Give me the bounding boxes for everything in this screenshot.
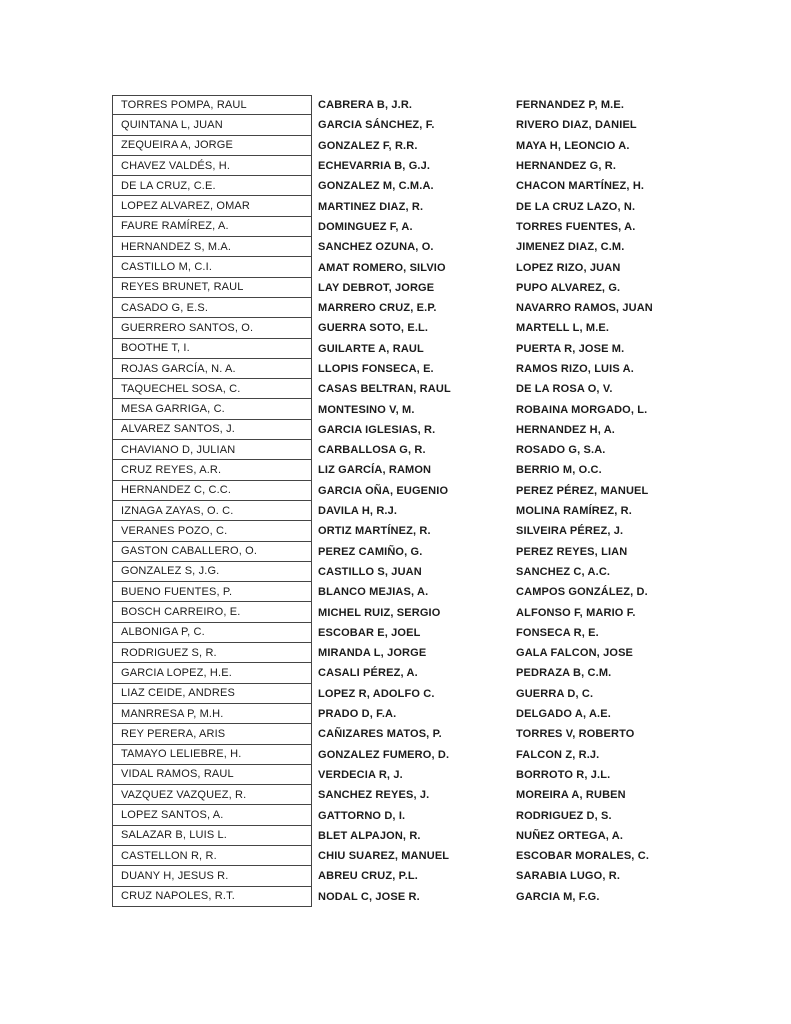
cell-name-right: MAYA H, LEONCIO A. <box>516 139 630 152</box>
cell-name-middle: CARBALLOSA G, R. <box>318 444 426 457</box>
cell-name-right: NAVARRO RAMOS, JUAN <box>516 302 653 315</box>
cell-name-middle: GONZALEZ M, C.M.A. <box>318 180 434 193</box>
cell-name-boxed: GONZALEZ S, J.G. <box>112 562 312 582</box>
name-table <box>112 95 653 907</box>
cell-name-right: DE LA CRUZ LAZO, N. <box>516 200 636 213</box>
cell-name-middle: DOMINGUEZ F, A. <box>318 220 413 233</box>
cell-name-boxed: MANRRESA P, M.H. <box>112 704 312 724</box>
cell-name-right: RIVERO DIAZ, DANIEL <box>516 119 637 132</box>
cell-name-middle: CASALI PÉREZ, A. <box>318 667 418 680</box>
table-row <box>112 521 653 541</box>
cell-name-right: PUERTA R, JOSE M. <box>516 342 625 355</box>
cell-name-boxed: MESA GARRIGA, C. <box>112 399 312 419</box>
cell-name-middle: MICHEL RUIZ, SERGIO <box>318 606 441 619</box>
cell-name-right: CHACON MARTÍNEZ, H. <box>516 180 645 193</box>
cell-name-boxed: ZEQUEIRA A, JORGE <box>112 136 312 156</box>
cell-name-boxed: ROJAS GARCÍA, N. A. <box>112 359 312 379</box>
cell-name-right: GARCIA M, F.G. <box>516 890 600 903</box>
cell-name-middle: ABREU CRUZ, P.L. <box>318 870 418 883</box>
cell-name-right: ROBAINA MORGADO, L. <box>516 403 648 416</box>
table-row <box>112 785 653 805</box>
table-row <box>112 440 653 460</box>
table-row <box>112 805 653 825</box>
cell-name-boxed: BOOTHE T, I. <box>112 339 312 359</box>
table-row <box>112 359 653 379</box>
cell-name-right: MOLINA RAMÍREZ, R. <box>516 505 632 518</box>
cell-name-boxed: SALAZAR B, LUIS L. <box>112 826 312 846</box>
table-row <box>112 826 653 846</box>
cell-name-right: JIMENEZ DIAZ, C.M. <box>516 241 625 254</box>
cell-name-boxed: LIAZ CEIDE, ANDRES <box>112 684 312 704</box>
cell-name-right: SILVEIRA PÉREZ, J. <box>516 525 624 538</box>
cell-name-boxed: CASTELLON R, R. <box>112 846 312 866</box>
cell-name-boxed: IZNAGA ZAYAS, O. C. <box>112 501 312 521</box>
cell-name-boxed: REY PERERA, ARIS <box>112 724 312 744</box>
table-row <box>112 217 653 237</box>
cell-name-middle: GONZALEZ FUMERO, D. <box>318 748 450 761</box>
cell-name-middle: LLOPIS FONSECA, E. <box>318 363 434 375</box>
cell-name-middle: VERDECIA R, J. <box>318 768 403 781</box>
cell-name-middle: ECHEVARRIA B, G.J. <box>318 160 431 173</box>
cell-name-middle: CASTILLO S, JUAN <box>318 565 422 578</box>
cell-name-boxed: CHAVIANO D, JULIAN <box>112 440 312 460</box>
cell-name-right: TORRES V, ROBERTO <box>516 728 635 741</box>
table-row <box>112 602 653 622</box>
cell-name-right: FONSECA R, E. <box>516 626 599 639</box>
cell-name-middle: MONTESINO V, M. <box>318 403 415 416</box>
cell-name-middle: CABRERA B, J.R. <box>318 99 413 112</box>
table-row <box>112 115 653 135</box>
cell-name-middle: ESCOBAR E, JOEL <box>318 626 421 639</box>
cell-name-middle: ORTIZ MARTÍNEZ, R. <box>318 525 431 538</box>
cell-name-boxed: GUERRERO SANTOS, O. <box>112 318 312 338</box>
cell-name-middle: BLANCO MEJIAS, A. <box>318 586 429 599</box>
cell-name-right: PUPO ALVAREZ, G. <box>516 281 621 294</box>
cell-name-boxed: GASTON CABALLERO, O. <box>112 542 312 562</box>
cell-name-boxed: GARCIA LOPEZ, H.E. <box>112 663 312 683</box>
table-row <box>112 582 653 602</box>
cell-name-middle: CHIU SUAREZ, MANUEL <box>318 850 450 863</box>
table-row <box>112 298 653 318</box>
cell-name-middle: MIRANDA L, JORGE <box>318 647 427 660</box>
table-row <box>112 745 653 765</box>
cell-name-right: RAMOS RIZO, LUIS A. <box>516 363 634 375</box>
table-row <box>112 460 653 480</box>
table-row <box>112 684 653 704</box>
cell-name-middle: LOPEZ R, ADOLFO C. <box>318 687 435 700</box>
cell-name-right: PEREZ PÉREZ, MANUEL <box>516 484 649 497</box>
cell-name-middle: GARCIA IGLESIAS, R. <box>318 423 436 436</box>
table-row <box>112 420 653 440</box>
cell-name-middle: LAY DEBROT, JORGE <box>318 281 435 294</box>
cell-name-middle: GARCIA SÁNCHEZ, F. <box>318 119 435 132</box>
cell-name-right: ALFONSO F, MARIO F. <box>516 606 636 619</box>
cell-name-right: PEDRAZA B, C.M. <box>516 667 612 680</box>
cell-name-middle: SANCHEZ REYES, J. <box>318 789 430 802</box>
cell-name-middle: NODAL C, JOSE R. <box>318 890 420 903</box>
cell-name-boxed: DUANY H, JESUS R. <box>112 866 312 886</box>
table-row <box>112 176 653 196</box>
table-row <box>112 481 653 501</box>
table-row <box>112 724 653 744</box>
cell-name-right: SARABIA LUGO, R. <box>516 870 621 883</box>
table-row <box>112 318 653 338</box>
cell-name-right: MOREIRA A, RUBEN <box>516 789 626 802</box>
cell-name-boxed: CASTILLO M, C.I. <box>112 257 312 277</box>
cell-name-middle: SANCHEZ OZUNA, O. <box>318 241 434 254</box>
table-row <box>112 887 653 907</box>
cell-name-middle: PRADO D, F.A. <box>318 708 397 721</box>
cell-name-boxed: TORRES POMPA, RAUL <box>112 95 312 115</box>
cell-name-middle: DAVILA H, R.J. <box>318 505 398 518</box>
cell-name-right: FERNANDEZ P, M.E. <box>516 99 625 112</box>
table-row <box>112 339 653 359</box>
cell-name-boxed: VERANES POZO, C. <box>112 521 312 541</box>
cell-name-boxed: LOPEZ ALVAREZ, OMAR <box>112 196 312 216</box>
cell-name-right: ESCOBAR MORALES, C. <box>516 850 650 863</box>
cell-name-boxed: CHAVEZ VALDÉS, H. <box>112 156 312 176</box>
cell-name-right: BERRIO M, O.C. <box>516 464 602 477</box>
cell-name-right: HERNANDEZ G, R. <box>516 160 617 173</box>
table-row <box>112 866 653 886</box>
cell-name-middle: MARTINEZ DIAZ, R. <box>318 200 424 213</box>
cell-name-boxed: ALBONIGA P, C. <box>112 623 312 643</box>
cell-name-right: SANCHEZ C, A.C. <box>516 565 611 578</box>
cell-name-boxed: ALVAREZ SANTOS, J. <box>112 420 312 440</box>
table-row <box>112 765 653 785</box>
table-row <box>112 95 653 115</box>
cell-name-middle: GATTORNO D, I. <box>318 809 406 822</box>
cell-name-boxed: QUINTANA L, JUAN <box>112 115 312 135</box>
table-row <box>112 562 653 582</box>
cell-name-right: LOPEZ RIZO, JUAN <box>516 261 621 274</box>
cell-name-right: TORRES FUENTES, A. <box>516 220 636 233</box>
table-row <box>112 623 653 643</box>
cell-name-boxed: RODRIGUEZ S, R. <box>112 643 312 663</box>
cell-name-right: NUÑEZ ORTEGA, A. <box>516 829 624 842</box>
table-row <box>112 379 653 399</box>
cell-name-boxed: CASADO G, E.S. <box>112 298 312 318</box>
cell-name-middle: GUILARTE A, RAUL <box>318 342 424 355</box>
table-row <box>112 846 653 866</box>
cell-name-right: DE LA ROSA O, V. <box>516 383 613 396</box>
cell-name-boxed: FAURE RAMÍREZ, A. <box>112 217 312 237</box>
table-row <box>112 257 653 277</box>
cell-name-boxed: VAZQUEZ VAZQUEZ, R. <box>112 785 312 805</box>
table-row <box>112 237 653 257</box>
cell-name-right: FALCON Z, R.J. <box>516 748 600 761</box>
cell-name-boxed: HERNANDEZ C, C.C. <box>112 481 312 501</box>
cell-name-right: CAMPOS GONZÁLEZ, D. <box>516 586 648 599</box>
cell-name-boxed: VIDAL RAMOS, RAUL <box>112 765 312 785</box>
cell-name-boxed: BOSCH CARREIRO, E. <box>112 602 312 622</box>
cell-name-right: PEREZ REYES, LIAN <box>516 545 628 558</box>
cell-name-boxed: TAMAYO LELIEBRE, H. <box>112 745 312 765</box>
cell-name-right: GALA FALCON, JOSE <box>516 647 634 660</box>
cell-name-boxed: HERNANDEZ S, M.A. <box>112 237 312 257</box>
table-row <box>112 663 653 683</box>
table-row <box>112 278 653 298</box>
cell-name-boxed: CRUZ NAPOLES, R.T. <box>112 887 312 907</box>
cell-name-boxed: LOPEZ SANTOS, A. <box>112 805 312 825</box>
table-row <box>112 704 653 724</box>
cell-name-middle: BLET ALPAJON, R. <box>318 829 421 842</box>
table-row <box>112 136 653 156</box>
cell-name-middle: GUERRA SOTO, E.L. <box>318 322 429 335</box>
table-row <box>112 501 653 521</box>
table-row <box>112 542 653 562</box>
cell-name-boxed: TAQUECHEL SOSA, C. <box>112 379 312 399</box>
cell-name-right: MARTELL L, M.E. <box>516 322 610 335</box>
table-row <box>112 196 653 216</box>
cell-name-right: RODRIGUEZ D, S. <box>516 809 612 822</box>
cell-name-right: BORROTO R, J.L. <box>516 768 611 781</box>
cell-name-boxed: DE LA CRUZ, C.E. <box>112 176 312 196</box>
cell-name-middle: MARRERO CRUZ, E.P. <box>318 302 437 315</box>
cell-name-right: HERNANDEZ H, A. <box>516 423 616 436</box>
cell-name-middle: LIZ GARCÍA, RAMON <box>318 464 432 477</box>
table-row <box>112 643 653 663</box>
cell-name-middle: AMAT ROMERO, SILVIO <box>318 261 446 274</box>
cell-name-middle: GONZALEZ F, R.R. <box>318 139 418 152</box>
table-row <box>112 156 653 176</box>
table-row <box>112 399 653 419</box>
cell-name-middle: GARCIA OÑA, EUGENIO <box>318 484 449 497</box>
cell-name-right: DELGADO A, A.E. <box>516 708 611 721</box>
cell-name-middle: CASAS BELTRAN, RAUL <box>318 383 451 396</box>
cell-name-middle: PEREZ CAMIÑO, G. <box>318 545 423 558</box>
cell-name-right: GUERRA D, C. <box>516 687 594 700</box>
cell-name-boxed: CRUZ REYES, A.R. <box>112 460 312 480</box>
cell-name-right: ROSADO G, S.A. <box>516 444 606 457</box>
cell-name-middle: CAÑIZARES MATOS, P. <box>318 728 442 741</box>
cell-name-boxed: BUENO FUENTES, P. <box>112 582 312 602</box>
cell-name-boxed: REYES BRUNET, RAUL <box>112 278 312 298</box>
